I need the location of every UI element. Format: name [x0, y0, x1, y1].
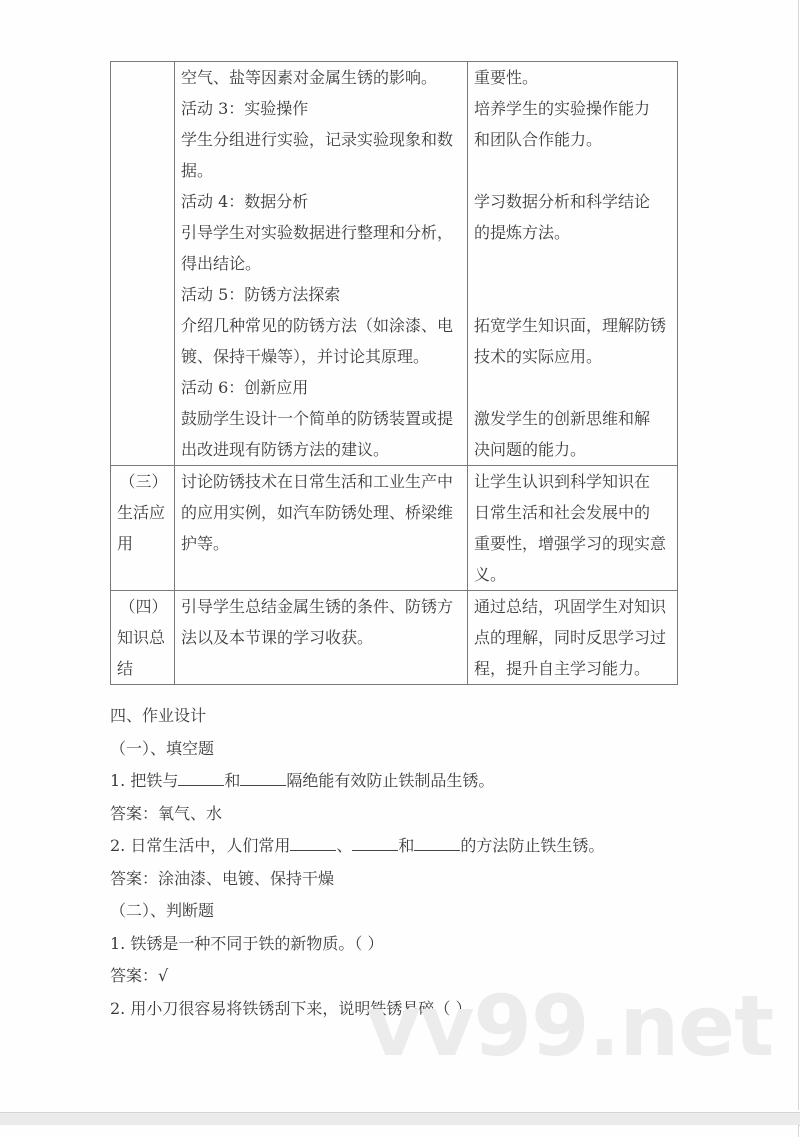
- activity-line: 得出结论。: [181, 254, 262, 273]
- purpose-line: 激发学生的创新思维和解: [474, 409, 651, 428]
- fill-in-heading: （一）、填空题: [110, 738, 215, 758]
- purpose-cell: [468, 466, 678, 591]
- purpose-line: 程，提升自主学习能力。: [474, 659, 651, 678]
- activity-line: 引导学生对实验数据进行整理和分析，: [181, 223, 454, 242]
- purpose-line: 重要性。: [474, 68, 539, 87]
- activity-line: 介绍几种常见的防锈方法（如涂漆、电: [181, 316, 454, 335]
- section-title: 四、作业设计: [110, 706, 207, 725]
- homework-section: [110, 700, 710, 1025]
- fill-in-answer-2: 答案：涂油漆、电镀、保持干燥: [110, 868, 335, 888]
- purpose-line: 决问题的能力。: [474, 440, 587, 459]
- purpose-line: 学习数据分析和科学结论: [474, 192, 651, 211]
- activity-line: 法以及本节课的学习收获。: [181, 628, 374, 647]
- purpose-line: 重要性，增强学习的现实意: [474, 534, 667, 553]
- purpose-line: 日常生活和社会发展中的: [474, 503, 651, 522]
- activity-heading: 活动 3：实验操作: [181, 99, 309, 118]
- activity-line: 学生分组进行实验，记录实验现象和数: [181, 130, 454, 149]
- answer-blank: [352, 832, 398, 851]
- true-false-question-1: 1. 铁锈是一种不同于铁的新物质。（ ）: [110, 933, 384, 953]
- answer-blank: [240, 767, 286, 786]
- answer-blank: [290, 832, 336, 851]
- purpose-line: 通过总结，巩固学生对知识: [474, 597, 667, 616]
- purpose-line: [474, 372, 673, 403]
- stage-cell: [111, 591, 175, 685]
- activity-cell: [175, 591, 468, 685]
- page-gap: [0, 1112, 800, 1126]
- activity-line: 据。: [181, 161, 214, 180]
- purpose-line: [474, 248, 673, 279]
- stage-label: 知识总: [117, 628, 166, 647]
- purpose-line: 和团队合作能力。: [474, 130, 603, 149]
- purpose-line: 义。: [474, 565, 507, 584]
- purpose-cell: [468, 591, 678, 685]
- stage-cell: [111, 62, 175, 466]
- purpose-cell: [468, 62, 678, 466]
- activity-line: 镀、保持干燥等），并讨论其原理。: [181, 347, 430, 366]
- activity-line: 出改进现有防锈方法的建议。: [181, 440, 390, 459]
- purpose-line: 拓宽学生知识面，理解防锈: [474, 316, 667, 335]
- activity-line: 护等。: [181, 534, 230, 553]
- activity-cell: [175, 62, 468, 466]
- activity-cell: [175, 466, 468, 591]
- true-false-heading: （二）、判断题: [110, 901, 215, 920]
- stage-number: （四）: [119, 597, 168, 616]
- fill-in-answer-1: 答案：氧气、水: [110, 803, 223, 823]
- activity-heading: 活动 6：创新应用: [181, 378, 309, 397]
- purpose-line: 让学生认识到科学知识在: [474, 472, 651, 491]
- true-false-answer-1: 答案：√: [110, 966, 169, 985]
- table-row: [111, 591, 678, 685]
- purpose-line: 点的理解，同时反思学习过: [474, 628, 667, 647]
- purpose-line: [474, 155, 673, 186]
- purpose-line: 培养学生的实验操作能力: [474, 99, 651, 118]
- activity-line: 讨论防锈技术在日常生活和工业生产中: [181, 472, 454, 491]
- purpose-line: [474, 279, 673, 310]
- activity-line: 鼓励学生设计一个简单的防锈装置或提: [181, 409, 454, 428]
- stage-cell: [111, 466, 175, 591]
- table-row: [111, 466, 678, 591]
- next-page-edge: [0, 1125, 799, 1137]
- watermark: vv99.net: [366, 977, 774, 1075]
- activity-line: 的应用实例，如汽车防锈处理、桥梁维: [181, 503, 454, 522]
- answer-blank: [414, 832, 460, 851]
- fill-in-question-1: 1. 把铁与 和 隔绝能有效防止铁制品生锈。: [110, 765, 710, 798]
- purpose-line: 技术的实际应用。: [474, 347, 603, 366]
- activity-heading: 活动 4：数据分析: [181, 192, 309, 211]
- activity-line: 引导学生总结金属生锈的条件、防锈方: [181, 597, 454, 616]
- fill-in-question-2: 2. 日常生活中，人们常用 、 和 的方法防止铁生锈。: [110, 830, 710, 863]
- activity-line: 空气、盐等因素对金属生锈的影响。: [181, 68, 438, 87]
- purpose-line: 的提炼方法。: [474, 223, 571, 242]
- table-row: [111, 62, 678, 466]
- activity-heading: 活动 5：防锈方法探索: [181, 285, 341, 304]
- stage-number: （三）: [119, 472, 168, 491]
- stage-label: 用: [117, 534, 134, 553]
- answer-blank: [178, 767, 224, 786]
- stage-label: 生活应: [117, 503, 166, 522]
- stage-label: 结: [117, 659, 134, 678]
- lesson-plan-table: [110, 61, 678, 685]
- true-false-question-2: 2. 用小刀很容易将铁锈刮下来，说明铁锈易碎（ ）: [110, 998, 472, 1018]
